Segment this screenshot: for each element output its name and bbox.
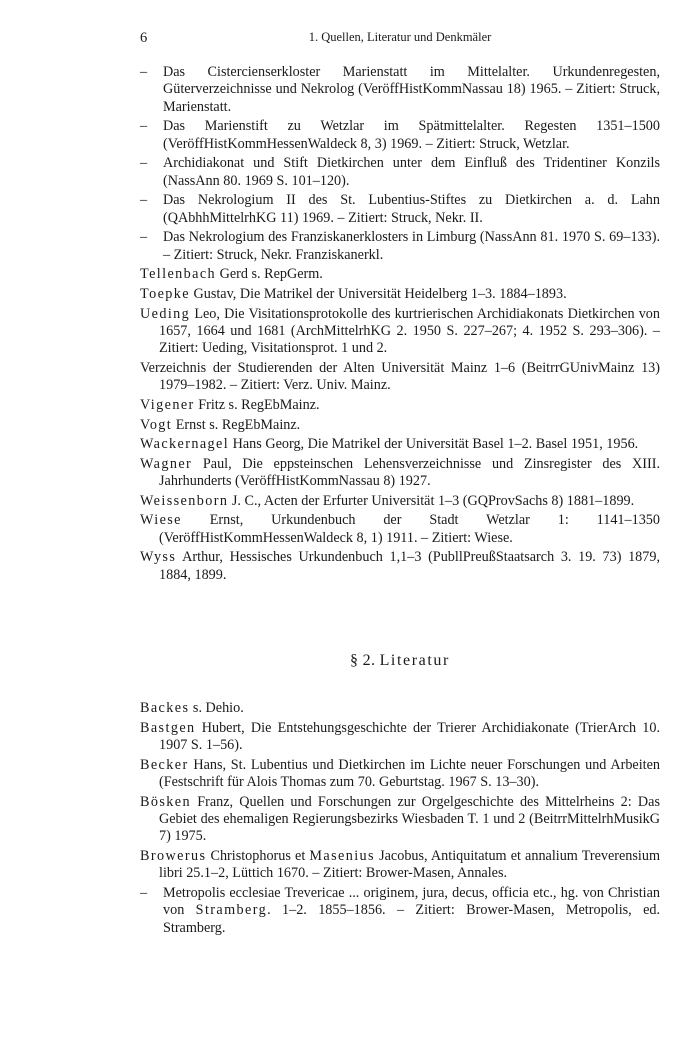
dash-mark: – [140, 64, 148, 80]
entry-text: Das Nekrologium des Franziskanerklosters in Limburg (NassAnn 81. 1970 S. 69–133). – Zitiert: Struck, Nekr. Franziskanerkl. [163, 229, 660, 263]
entry-text: Metropolis ecclesiae Trevericae ... originem, jura, decus, officia etc., hg. von Christian von [163, 885, 660, 919]
dash-mark: – [140, 885, 148, 901]
author-name: Masenius [309, 848, 375, 864]
bibliography-entry [140, 794, 660, 846]
author-name: Vogt [140, 416, 173, 433]
author-name: Toepke [140, 286, 190, 302]
page-header [140, 30, 660, 50]
author-name: Wagner [140, 455, 193, 472]
bibliography-entry [140, 155, 660, 190]
bibliography-entry [140, 266, 660, 283]
author-name: Stramberg [195, 902, 268, 919]
entry-text: Ernst, Urkundenbuch der Stadt Wetzlar 1: 1141–1350 (VeröffHistKommHessenWaldeck 8, 1) 1911. – Zitiert: Wiese. [159, 512, 660, 546]
entry-text: Ernst s. RegEbMainz. [172, 416, 301, 433]
bibliography-entry [140, 306, 660, 358]
entry-text: Arthur, Hessisches Urkundenbuch 1,1–3 (PubllPreußStaatsarch 3. 19. 73) 1879, 1884, 1899. [159, 549, 660, 583]
bibliography-entry [140, 118, 660, 153]
entry-text: Archidiakonat und Stift Dietkirchen unter dem Einfluß des Tridentiner Konzils (NassAnn 80. 1969 S. 101–120). [163, 155, 660, 189]
author-name: Bastgen [140, 719, 196, 736]
author-name: Becker [140, 756, 189, 773]
entry-text: Paul, Die eppsteinschen Lehensverzeichnisse und Zinsregister des XIII. Jahrhunderts (VeröffHistKommNassau 8) 1927. [159, 455, 660, 490]
entry-text: Leo, Die Visitationsprotokolle des kurtrierischen Archidiakonats Dietkirchen von 1657, 1664 und 1681 (ArchMittelrhKG 2. 1950 S. 227–267; 4. 1952 S. 293–306). – Zitiert: Ueding, Visitationsprot. 1 und 2. [159, 305, 660, 357]
entry-text: . 1–2. 1855–1856. – Zitiert: Brower-Masen, Metropolis, ed. Stramberg. [163, 902, 661, 936]
bibliography-entry [140, 456, 660, 491]
entry-text: Gerd s. RepGerm. [216, 266, 323, 283]
author-name: Vigener [140, 397, 195, 413]
bibliography-entry [140, 286, 660, 303]
entry-text: Hans, St. Lubentius und Dietkirchen im Lichte neuer Forschungen und Arbeiten (Festschrift für Alois Thomas zum 70. Geburtstag. 1967 S. 13–30). [159, 756, 660, 790]
author-name: Wackernagel [140, 436, 230, 453]
author-name: Tellenbach [140, 266, 217, 283]
bibliography-entry [140, 417, 660, 434]
bibliography-entry [140, 360, 660, 395]
author-name: Bösken [140, 793, 191, 810]
author-name: Backes [140, 700, 190, 716]
running-title: 1. Quellen, Literatur und Denkmäler [308, 30, 492, 44]
entry-text: J. C., Acten der Erfurter Universität 1–3 (GQProvSachs 8) 1881–1899. [228, 492, 635, 509]
section-number: § 2. [350, 652, 376, 669]
entry-text: Gustav, Die Matrikel der Universität Heidelberg 1–3. 1884–1893. [189, 286, 567, 302]
entry-text: Verzeichnis der Studierenden der Alten Universität Mainz 1–6 (BeitrrGUnivMainz 13) 1979–1982. – Zitiert: Verz. Univ. Mainz. [140, 360, 660, 394]
bibliography-entry [140, 64, 660, 116]
bibliography-entry [140, 192, 660, 227]
author-name: Weissenborn [140, 492, 229, 509]
author-name: Wyss [140, 549, 177, 566]
entry-text: Franz, Quellen und Forschungen zur Orgelgeschichte des Mittelrheins 2: Das Gebiet des ehemaligen Regierungsbezirks Wiesbaden T. 1 und 2 (BeitrrMittelrhMusikG 7) 1975. [159, 793, 660, 845]
page-number: 6 [140, 30, 148, 46]
author-name: Wiese [140, 512, 182, 529]
entry-text: Jacobus, Antiquitatum et annalium Treverensium libri 25.1–2, Lüttich 1670. – Zitiert: Brower-Masen, Annales. [159, 848, 660, 882]
bibliography-entry [140, 436, 660, 453]
dash-mark: – [140, 155, 148, 172]
dash-mark: – [140, 118, 148, 135]
dash-mark: – [140, 229, 148, 246]
bibliography-entry [140, 720, 660, 755]
literature-list [140, 700, 660, 939]
entry-text: s. Dehio. [189, 700, 244, 716]
bibliography-entry [140, 512, 660, 547]
entry-text: Christophorus et [206, 848, 310, 864]
author-name: Ueding [140, 305, 191, 322]
entry-text: Hans Georg, Die Matrikel der Universität Basel 1–2. Basel 1951, 1956. [229, 436, 639, 453]
bibliography-entry [140, 848, 660, 883]
entry-text: Das Nekrologium II des St. Lubentius-Stiftes zu Dietkirchen a. d. Lahn (QAbhhMittelrhKG 11) 1969. – Zitiert: Struck, Nekr. II. [163, 192, 660, 226]
dash-mark: – [140, 192, 148, 209]
author-name: Browerus [140, 848, 207, 864]
bibliography-entry [140, 757, 660, 792]
section-heading [140, 652, 660, 670]
entry-text: Das Marienstift zu Wetzlar im Spätmittelalter. Regesten 1351–1500 (VeröffHistKommHessenWaldeck 8, 3) 1969. – Zitiert: Struck, Wetzlar. [163, 118, 660, 152]
entry-text: Das Cistercienserkloster Marienstatt im Mittelalter. Urkundenregesten, Güterverzeichnisse und Nekrolog (VeröffHistKommNassau 18) 1965. – Zitiert: Struck, Marienstatt. [163, 64, 660, 115]
bibliography-entry [140, 700, 660, 717]
entry-text: Hubert, Die Entstehungsgeschichte der Trierer Archidiakonate (TrierArch 10. 1907 S. 1–56). [159, 719, 660, 753]
bibliography-entry [140, 549, 660, 584]
bibliography-entry [140, 885, 660, 937]
section-title: Literatur [379, 652, 450, 669]
bibliography-entry [140, 493, 660, 510]
bibliography-entry [140, 229, 660, 264]
bibliography-entry [140, 397, 660, 414]
source-list [140, 64, 660, 586]
entry-text: Fritz s. RegEbMainz. [194, 397, 320, 413]
